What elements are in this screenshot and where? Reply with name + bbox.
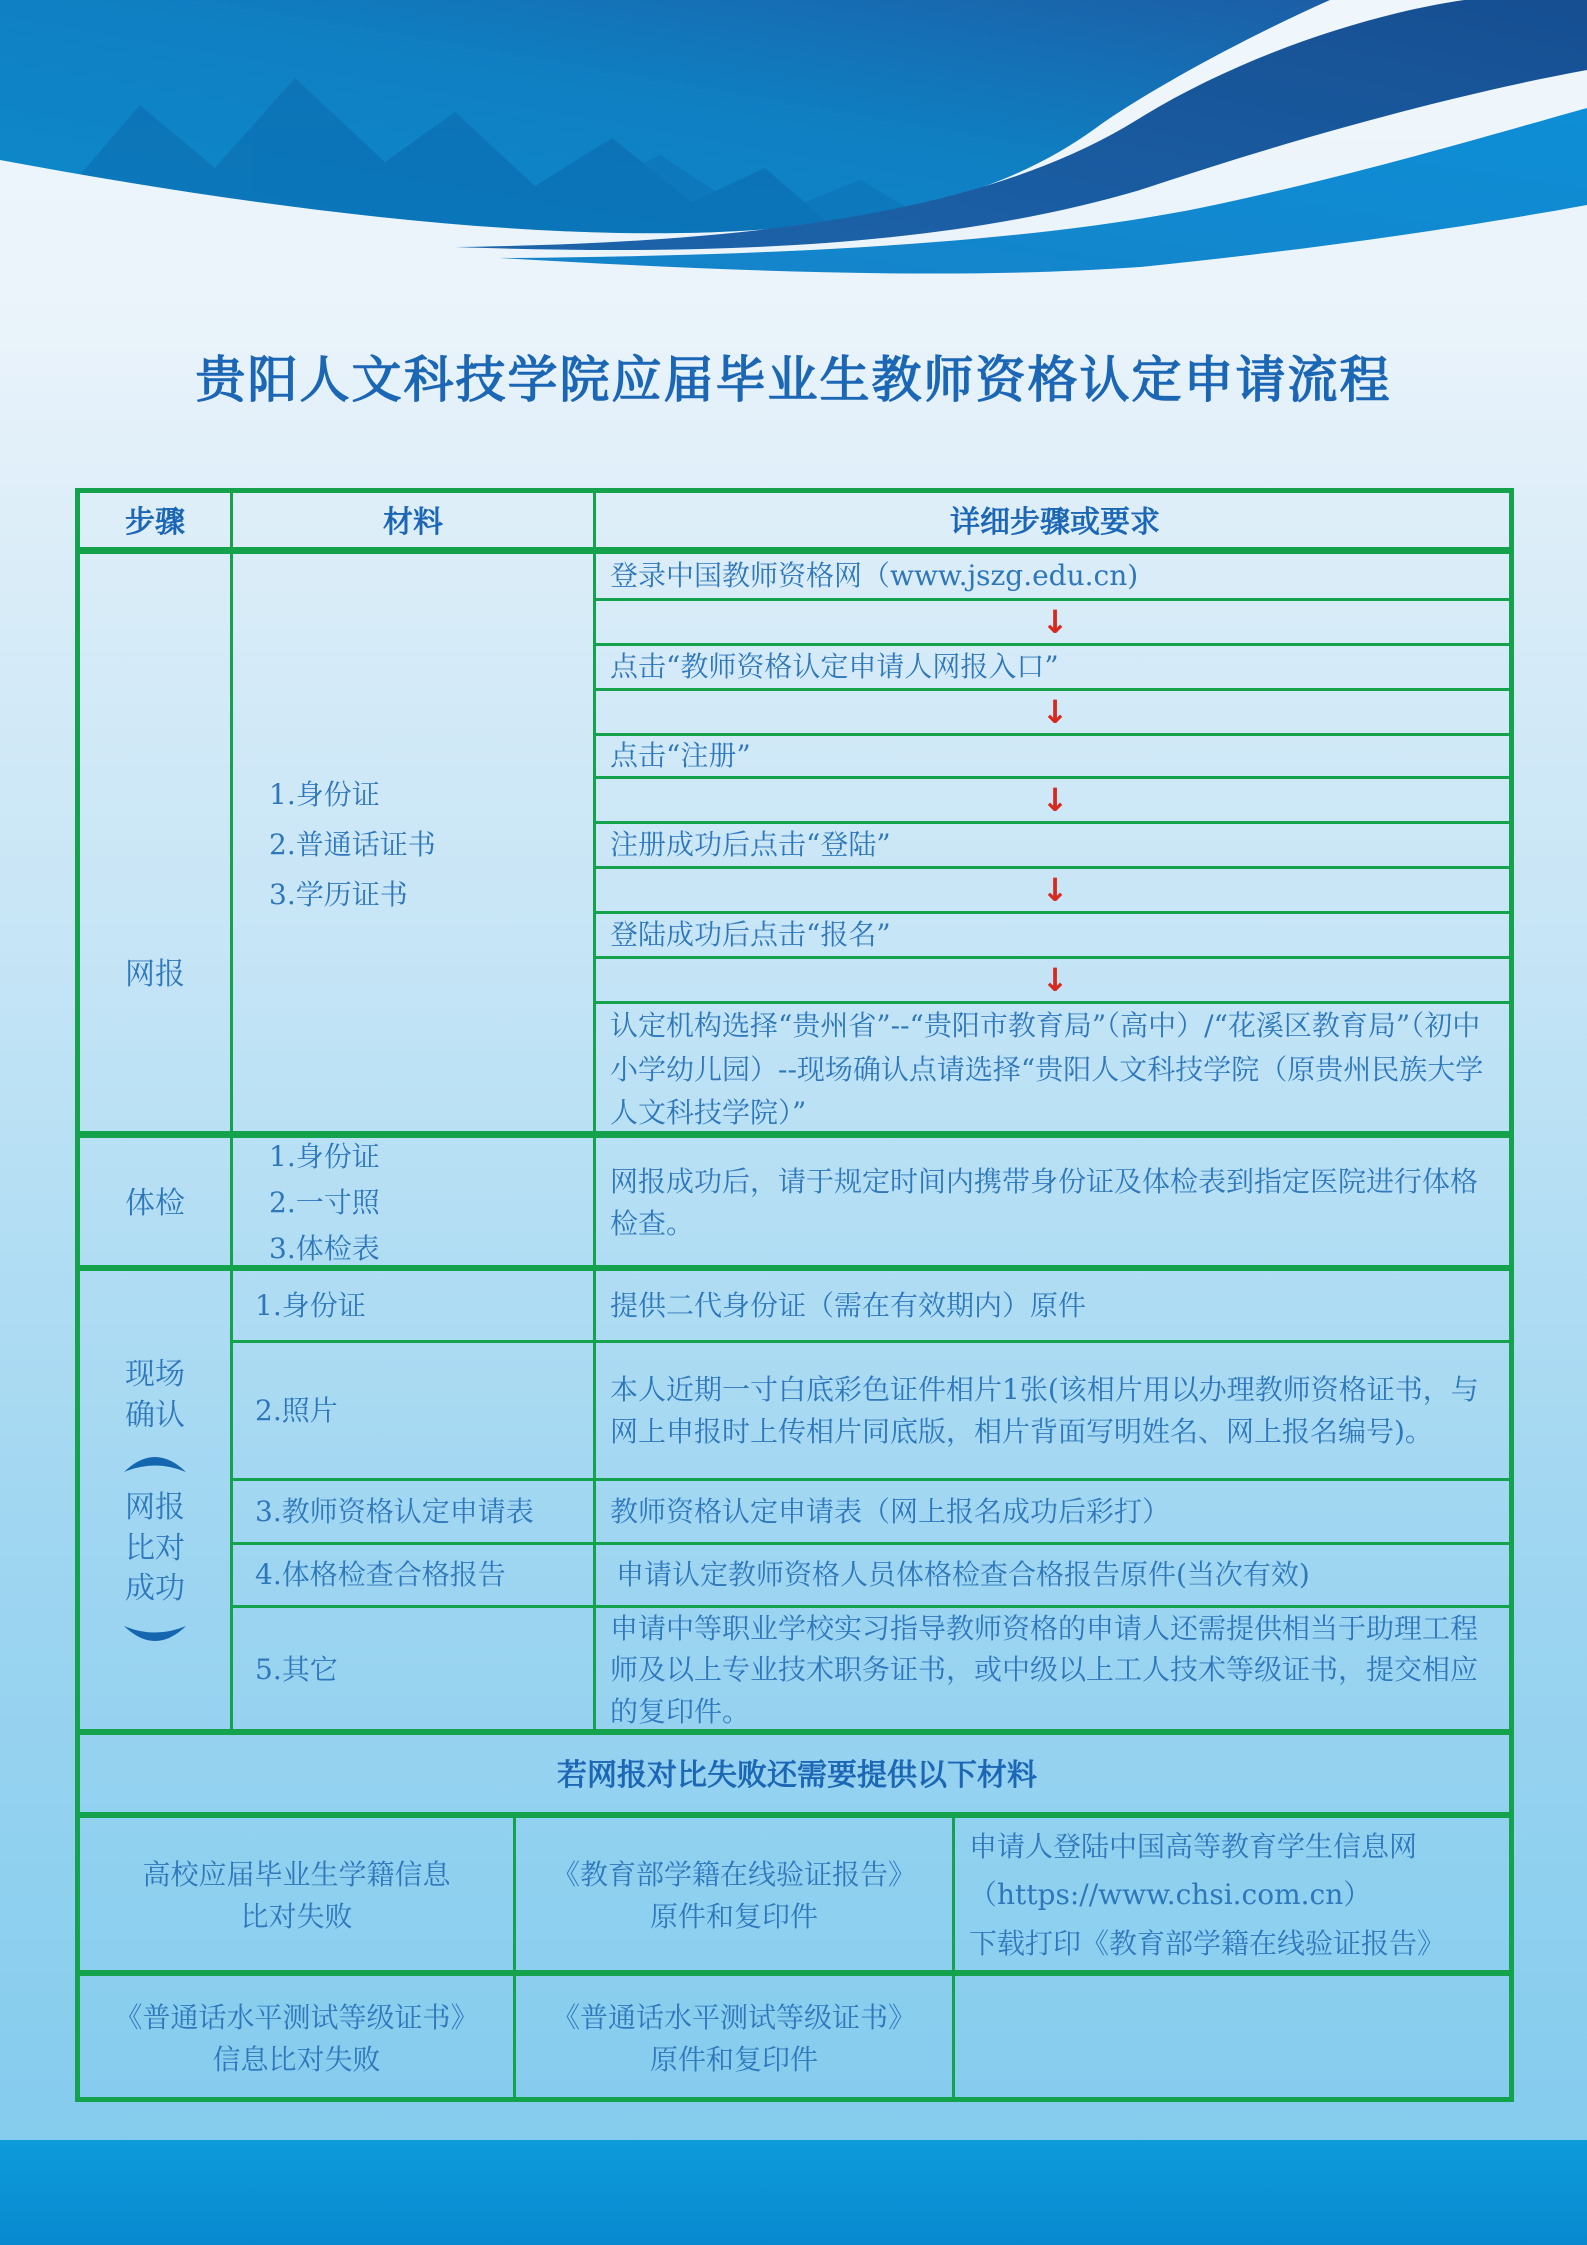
header-details: 详细步骤或要求 [593, 490, 1514, 551]
onsite-detail: 申请中等职业学校实习指导教师资格的申请人还需提供相当于助理工程师及以上专业技术职务证书，或中级以上工人技术等级证书，提交相应的复印件。 [593, 1605, 1514, 1732]
physical-materials-list [233, 1136, 593, 1270]
footer-band [0, 2140, 1587, 2245]
table-rule [1509, 488, 1514, 2102]
onsite-detail: 教师资格认定申请表（网上报名成功后彩打） [593, 1478, 1514, 1542]
banner-swoosh-graphic [0, 0, 1587, 340]
flow-step: 登陆成功后点击“报名” [593, 911, 1514, 956]
material-item: 2.一寸照 [269, 1186, 380, 1219]
material-item: 2.普通话证书 [269, 827, 436, 861]
material-item: 1.身份证 [269, 1140, 380, 1173]
line: 下载打印《教育部学籍在线验证报告》 [969, 1926, 1446, 1960]
flow-step: 点击“教师资格认定申请人网报入口” [593, 643, 1514, 688]
fail-banner-row: 若网报对比失败还需要提供以下材料 [77, 1732, 1514, 1815]
webreg-materials-list [233, 774, 593, 916]
section-label-webreg: 网报 [77, 551, 230, 1135]
table-rule [75, 1812, 1514, 1817]
onsite-material: 4.体格检查合格报告 [230, 1542, 593, 1605]
line: （https://www.chsi.com.cn） [969, 1878, 1372, 1912]
table-rule [75, 2097, 1514, 2102]
table-rule [75, 1970, 1514, 1975]
line: 信息比对失败 [212, 2043, 381, 2076]
material-item: 1.身份证 [269, 777, 380, 811]
table-rule [75, 488, 80, 2102]
section-label-physical: 体检 [77, 1135, 230, 1268]
onsite-detail: 本人近期一寸白底彩色证件相片1张(该相片用以办理教师资格证书，与网上申报时上传相片同底版，相片背面写明姓名、网上报名编号)。 [593, 1340, 1514, 1478]
material-item: 3.学历证书 [269, 877, 408, 911]
section-label-onsite: 现场确认 [125, 1357, 185, 1433]
flow-step: 点击“注册” [593, 733, 1514, 776]
table-rule [75, 1265, 1514, 1270]
line: 申请人登陆中国高等教育学生信息网 [969, 1830, 1418, 1864]
onsite-label-block [80, 1355, 230, 1648]
bracket-bottom-icon [120, 1624, 190, 1648]
header-step: 步骤 [77, 490, 230, 551]
onsite-material: 1.身份证 [230, 1268, 593, 1340]
flow-step: 注册成功后点击“登陆” [593, 821, 1514, 866]
flow-step: 登录中国教师资格网（www.jszg.edu.cn) [593, 551, 1514, 598]
fail-case-xueji [80, 1854, 513, 1938]
flow-step: 认定机构选择“贵州省”--“贵阳市教育局”（高中）/“花溪区教育局”（初中小学幼儿园）--现场确认点请选择“贵阳人文科技学院（原贵州民族大学人文科技学院）” [593, 1001, 1514, 1135]
onsite-detail: 提供二代身份证（需在有效期内）原件 [593, 1268, 1514, 1340]
material-item: 3.体检表 [269, 1232, 380, 1265]
fail-instruction-xueji [969, 1823, 1500, 1967]
fail-instruction-empty [952, 1973, 1514, 2102]
physical-detail: 网报成功后，请于规定时间内携带身份证及体检表到指定医院进行体格检查。 [593, 1135, 1514, 1268]
down-arrow-icon: ↓ [593, 688, 1514, 733]
page-title: 贵阳人文科技学院应届毕业生教师资格认定申请流程 [195, 350, 1392, 409]
down-arrow-icon: ↓ [593, 866, 1514, 911]
header-materials: 材料 [230, 490, 593, 551]
line: 高校应届毕业生学籍信息 [142, 1857, 451, 1891]
table-rule [75, 547, 1514, 552]
onsite-material: 2.照片 [230, 1340, 593, 1478]
line: 原件和复印件 [649, 2043, 818, 2076]
down-arrow-icon: ↓ [593, 598, 1514, 643]
line: 《普通话水平测试等级证书》 [114, 2001, 479, 2034]
line: 《教育部学籍在线验证报告》 [551, 1857, 916, 1891]
table-rule [75, 1131, 1514, 1136]
fail-material-xueji [516, 1854, 952, 1938]
table-rule [75, 1729, 1514, 1734]
onsite-material: 5.其它 [230, 1605, 593, 1732]
down-arrow-icon: ↓ [593, 956, 1514, 1001]
section-label-onsite-condition: 网报比对成功 [125, 1490, 185, 1607]
onsite-material: 3.教师资格认定申请表 [230, 1478, 593, 1542]
fail-case-putonghua [80, 1997, 513, 2081]
line: 《普通话水平测试等级证书》 [551, 2001, 916, 2034]
down-arrow-icon: ↓ [593, 776, 1514, 821]
table-rule [75, 488, 1514, 493]
line: 比对失败 [240, 1899, 353, 1933]
onsite-detail: 申请认定教师资格人员体格检查合格报告原件(当次有效) [593, 1542, 1514, 1605]
bracket-top-icon [120, 1450, 190, 1474]
line: 原件和复印件 [649, 1899, 818, 1933]
fail-material-putonghua [516, 1997, 952, 2081]
